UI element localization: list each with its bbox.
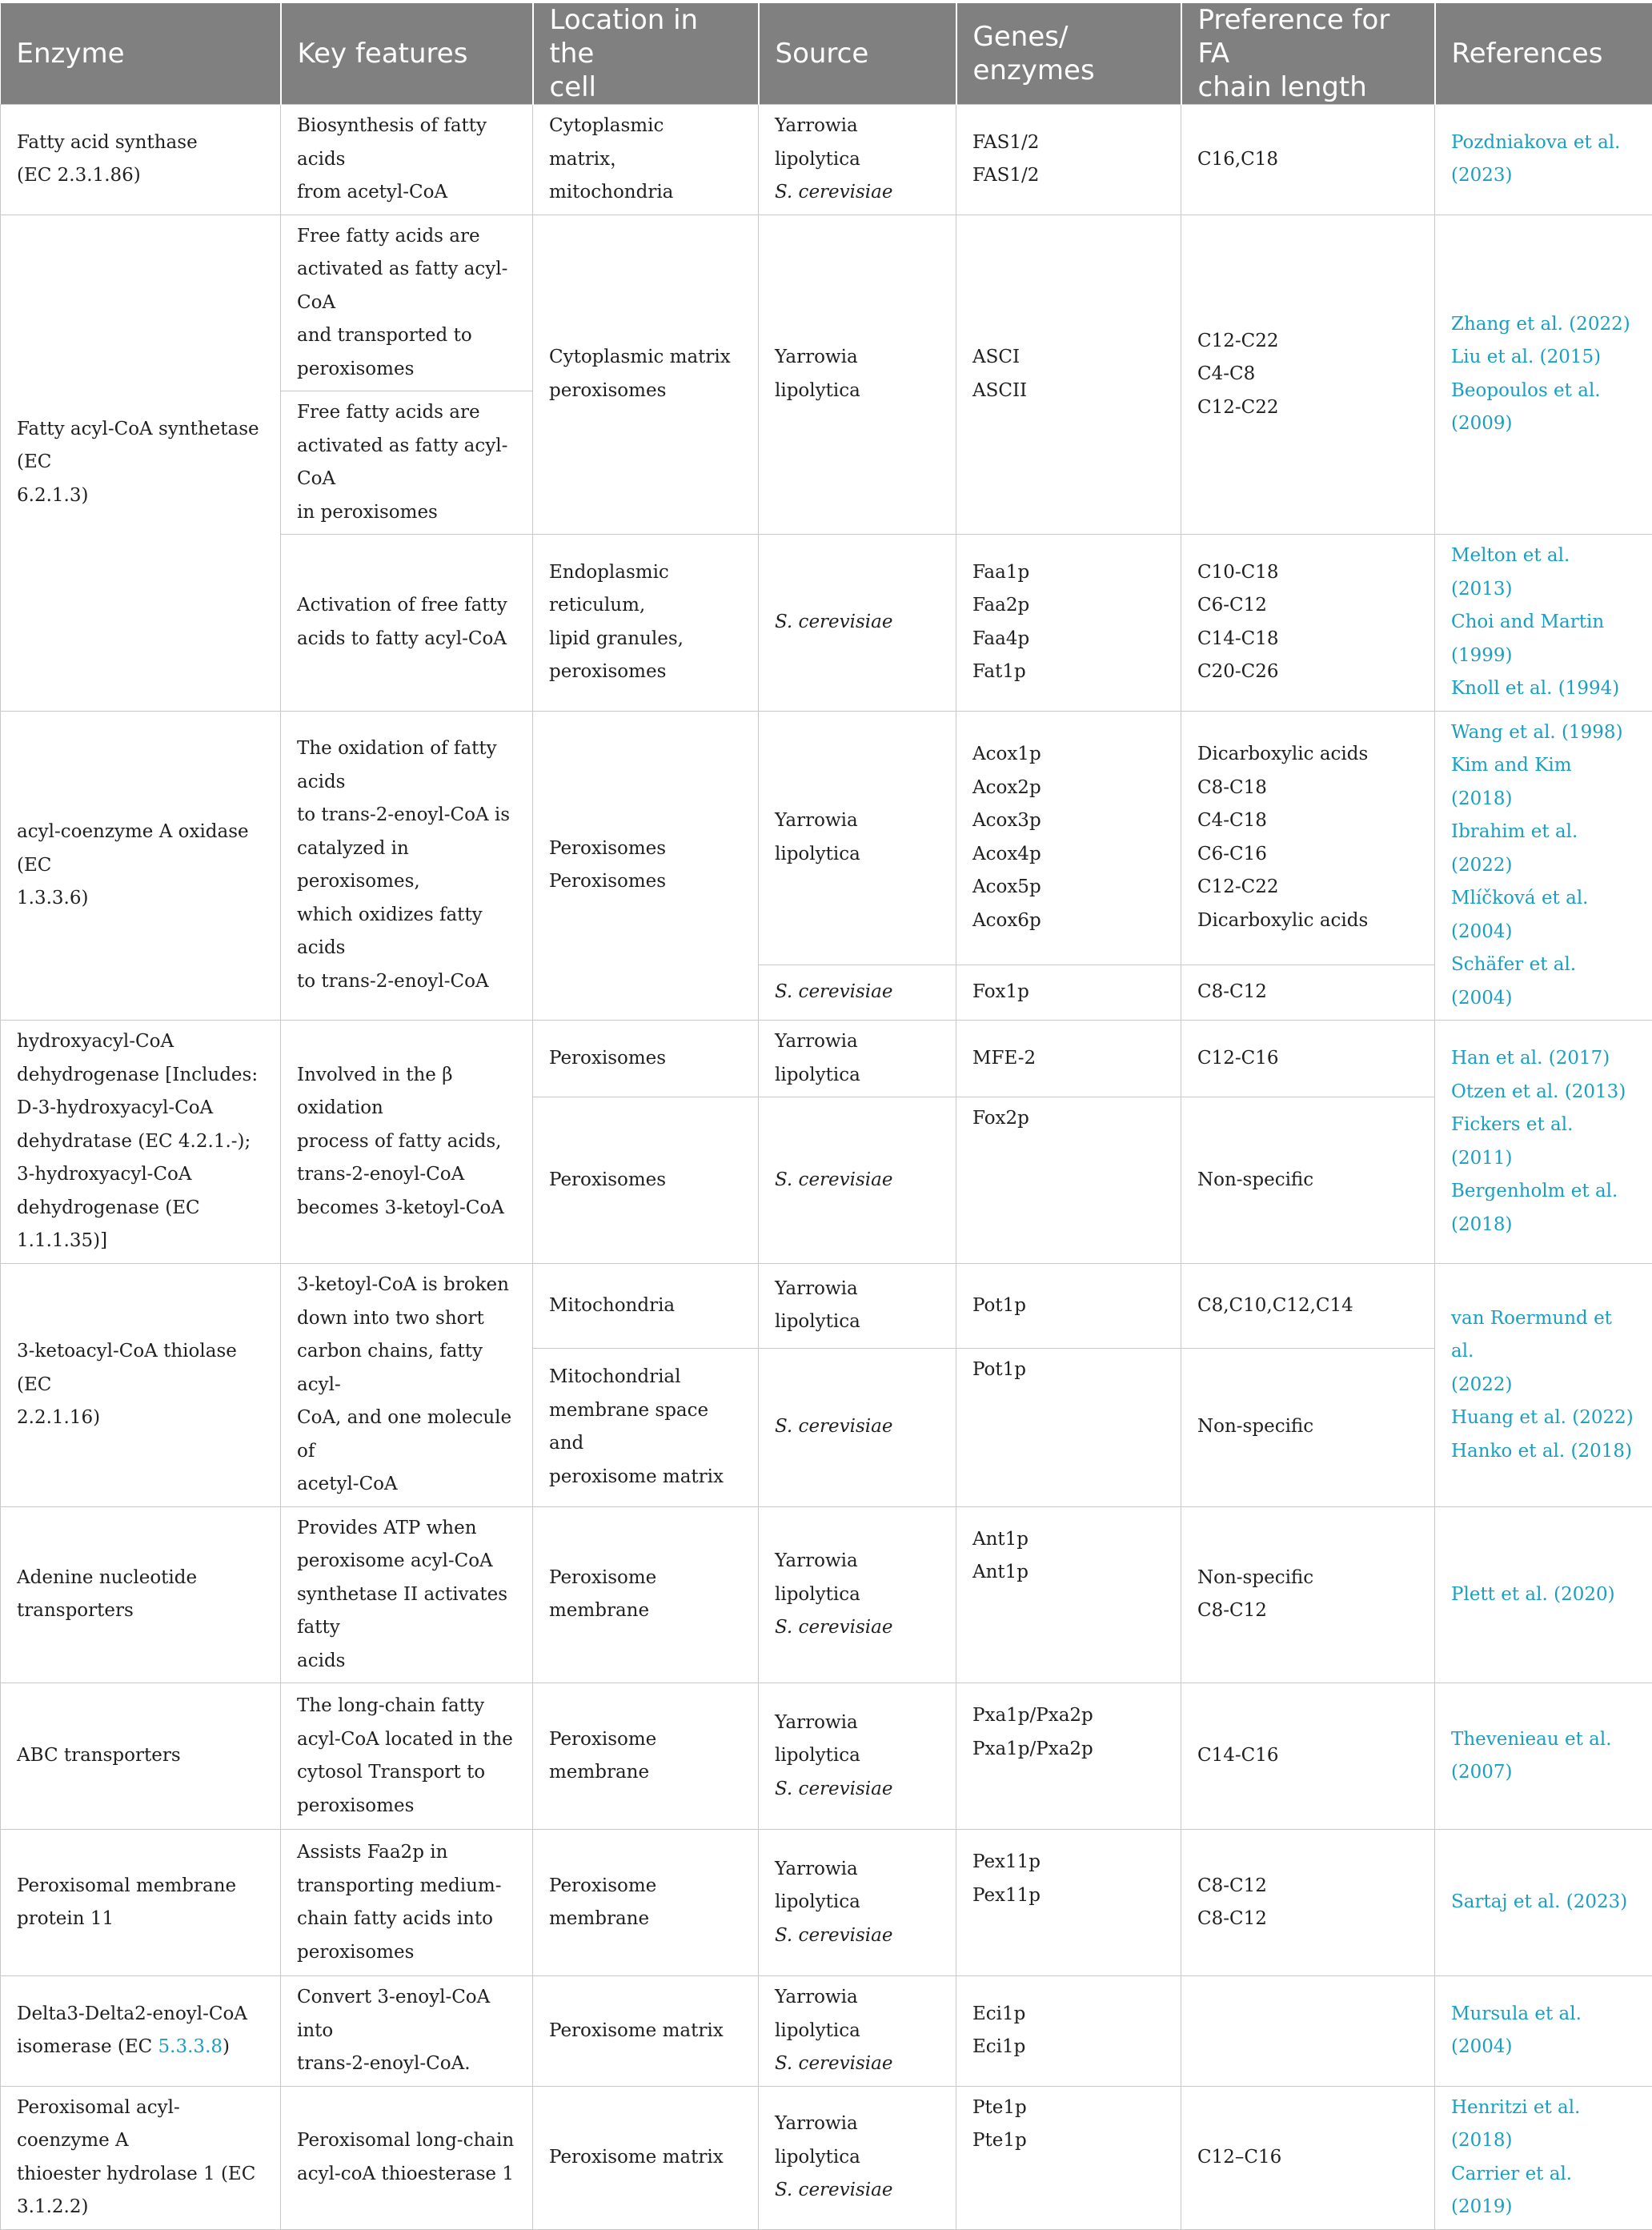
cell-genes: Fox1p [956,965,1181,1021]
cell-references [1435,215,1652,535]
cell-references [1435,1976,1652,2087]
reference-link[interactable]: Pozdniakova et al. [1451,126,1636,160]
reference-link[interactable]: (2022) [1451,1369,1636,1402]
cell-enzyme: Peroxisomal acyl-coenzyme A thioester hydrolase 1 (EC 3.1.2.2) [1,2086,281,2229]
cell-enzyme: Fatty acyl-CoA synthetase (EC 6.2.1.3) [1,215,281,711]
table-row [1,711,1652,965]
source-yarrowia: Yarrowia lipolytica [775,2108,940,2174]
reference-link[interactable]: Thevenieau et al. [1451,1723,1636,1757]
reference-link[interactable]: Schäfer et al. (2004) [1451,949,1636,1015]
cell-features: Activation of free fatty acids to fatty acyl-CoA [281,535,533,712]
source-yarrowia: Yarrowia lipolytica [775,110,940,176]
reference-link[interactable]: Plett et al. (2020) [1451,1578,1636,1612]
source-cerevisiae: S. cerevisiae [775,1919,940,1953]
cell-location: Peroxisome membrane [533,1506,759,1683]
reference-link[interactable]: Ibrahim et al. (2022) [1451,816,1636,882]
cell-chain: C12-C22 C4-C8 C12-C22 [1181,215,1435,535]
cell-enzyme: hydroxyacyl-CoA dehydrogenase [Includes: D-3-hydroxyacyl-CoA dehydratase (EC 4.2.1.-); 3-hydroxyacyl-CoA dehydrogenase (EC 1.1.1.35)] [1,1021,281,1264]
cell-references [1435,2086,1652,2229]
reference-link[interactable]: Kim and Kim (2018) [1451,749,1636,816]
cell-source: Yarrowia lipolytica [759,711,956,965]
cell-chain: C8-C12 C8-C12 [1181,1830,1435,1976]
cell-location: Cytoplasmic matrix peroxisomes [533,215,759,535]
reference-link[interactable]: Otzen et al. (2013) [1451,1076,1636,1109]
reference-link[interactable]: Beopoulos et al. (2009) [1451,375,1636,441]
reference-link[interactable]: Hanko et al. (2018) [1451,1435,1636,1469]
cell-genes: Acox1p Acox2p Acox3p Acox4p Acox5p Acox6p [956,711,1181,965]
table-row [1,1506,1652,1683]
cell-features: Free fatty acids are activated as fatty acyl-CoA and transported to peroxisomes [281,215,533,391]
cell-source [759,1830,956,1976]
cell-location: Peroxisome matrix [533,1976,759,2087]
source-cerevisiae: S. cerevisiae [775,1773,940,1807]
cell-chain: Non-specific C8-C12 [1181,1506,1435,1683]
ec-number-link[interactable]: 5.3.3.8 [158,2036,223,2057]
cell-enzyme: ABC transporters [1,1683,281,1830]
table-row [1,1830,1652,1976]
cell-source [759,2086,956,2229]
cell-chain: Non-specific [1181,1097,1435,1264]
reference-link[interactable]: (2018) [1451,1209,1636,1242]
header-location: Location in the cell [533,3,759,105]
cell-enzyme: acyl-coenzyme A oxidase (EC 1.3.3.6) [1,711,281,1021]
cell-location: Endoplasmic reticulum, lipid granules, peroxisomes [533,535,759,712]
reference-link[interactable]: van Roermund et al. [1451,1302,1636,1369]
cell-location: Peroxisomes [533,1021,759,1097]
cell-source: Yarrowia lipolytica [759,1264,956,1349]
source-yarrowia: Yarrowia lipolytica [775,1545,940,1611]
cell-references [1435,535,1652,712]
cell-enzyme [1,1976,281,2087]
cell-features: Biosynthesis of fatty acids from acetyl-CoA [281,105,533,215]
reference-link[interactable]: Henritzi et al. (2018) [1451,2092,1636,2158]
cell-genes: Fox2p [956,1097,1181,1264]
cell-source [759,1976,956,2087]
reference-link[interactable]: Zhang et al. (2022) [1451,308,1636,342]
cell-source [759,105,956,215]
cell-references [1435,1021,1652,1264]
reference-link[interactable]: Melton et al. (2013) [1451,539,1636,606]
header-enzyme: Enzyme [1,3,281,105]
cell-references [1435,1830,1652,1976]
table-row [1,1683,1652,1830]
cell-location: Cytoplasmic matrix，mitochondria [533,105,759,215]
header-chain-length: Preference for FA chain length [1181,3,1435,105]
source-cerevisiae: S. cerevisiae [775,2048,940,2081]
reference-link[interactable]: Wang et al. (1998) [1451,716,1636,750]
cell-source: Yarrowia lipolytica [759,1021,956,1097]
cell-chain [1181,1976,1435,2087]
cell-features: Convert 3-enoyl-CoA into trans-2-enoyl-CoA. [281,1976,533,2087]
cell-references [1435,1683,1652,1830]
cell-source: S. cerevisiae [759,1348,956,1506]
cell-enzyme: Peroxisomal membrane protein 11 [1,1830,281,1976]
enzyme-name: Delta3-Delta2-enoyl-CoA isomerase (EC [17,2003,247,2058]
table-row [1,2086,1652,2229]
cell-chain: C14-C16 [1181,1683,1435,1830]
cell-location: Peroxisomes [533,1097,759,1264]
table-row [1,215,1652,391]
cell-location: Peroxisome membrane [533,1830,759,1976]
reference-link[interactable]: Mlíčková et al. (2004) [1451,882,1636,949]
cell-chain: Dicarboxylic acids C8-C18 C4-C18 C6-C16 C12-C22 Dicarboxylic acids [1181,711,1435,965]
header-genes: Genes/ enzymes [956,3,1181,105]
header-references: References [1435,3,1652,105]
cell-features: Free fatty acids are activated as fatty acyl-CoA in peroxisomes [281,391,533,535]
cell-genes: ASCI ASCII [956,215,1181,535]
header-key-features: Key features [281,3,533,105]
cell-source [759,1506,956,1683]
table-row [1,1264,1652,1349]
cell-references [1435,711,1652,1021]
source-cerevisiae: S. cerevisiae [775,176,940,210]
cell-genes: Eci1p Eci1p [956,1976,1181,2087]
reference-link[interactable]: Carrier et al. (2019) [1451,2158,1636,2224]
cell-source: S. cerevisiae [759,965,956,1021]
cell-genes: Pxa1p/Pxa2p Pxa1p/Pxa2p [956,1683,1181,1830]
cell-chain: C12–C16 [1181,2086,1435,2229]
reference-link[interactable]: Knoll et al. (1994) [1451,672,1636,706]
reference-link[interactable]: (2007) [1451,1756,1636,1790]
cell-location: Mitochondria [533,1264,759,1349]
cell-references [1435,105,1652,215]
reference-link[interactable]: Mursula et al. (2004) [1451,1998,1636,2064]
cell-references [1435,1506,1652,1683]
reference-link[interactable]: Sartaj et al. (2023) [1451,1886,1636,1919]
cell-genes: FAS1/2 FAS1/2 [956,105,1181,215]
cell-features: 3-ketoyl-CoA is broken down into two short carbon chains, fatty acyl- CoA, and one molecule of acetyl-CoA [281,1264,533,1507]
cell-chain: C8-C12 [1181,965,1435,1021]
reference-link[interactable]: (2023) [1451,159,1636,193]
table-row [1,105,1652,215]
cell-references [1435,1264,1652,1507]
enzyme-name-end: ) [223,2036,230,2057]
cell-genes: Pot1p [956,1348,1181,1506]
cell-features: Peroxisomal long-chain acyl-coA thioesterase 1 [281,2086,533,2229]
table-row [1,1021,1652,1097]
table-row [1,1976,1652,2087]
header-row [1,3,1652,105]
cell-chain: C10-C18 C6-C12 C14-C18 C20-C26 [1181,535,1435,712]
cell-features: The oxidation of fatty acids to trans-2-enoyl-CoA is catalyzed in peroxisomes, which oxidizes fatty acids to trans-2-enoyl-CoA [281,711,533,1021]
cell-enzyme: Adenine nucleotide transporters [1,1506,281,1683]
reference-link[interactable]: Huang et al. (2022) [1451,1402,1636,1435]
reference-link[interactable]: (1999) [1451,640,1636,673]
cell-chain: Non-specific [1181,1348,1435,1506]
header-source: Source [759,3,956,105]
cell-features: The long-chain fatty acyl-CoA located in the cytosol Transport to peroxisomes [281,1683,533,1830]
enzyme-table [0,3,1652,2230]
cell-source: Yarrowia lipolytica [759,215,956,535]
source-yarrowia: Yarrowia lipolytica [775,1853,940,1919]
cell-genes: Faa1p Faa2p Faa4p Fat1p [956,535,1181,712]
reference-link[interactable]: Choi and Martin [1451,606,1636,640]
reference-link[interactable]: Liu et al. (2015) [1451,341,1636,375]
reference-link[interactable]: Bergenholm et al. [1451,1175,1636,1209]
cell-chain: C8,C10,C12,C14 [1181,1264,1435,1349]
cell-genes: MFE-2 [956,1021,1181,1097]
cell-source [759,1683,956,1830]
cell-features: Assists Faa2p in transporting medium- chain fatty acids into peroxisomes [281,1830,533,1976]
cell-source: S. cerevisiae [759,1097,956,1264]
cell-location: Mitochondrial membrane space and peroxisome matrix [533,1348,759,1506]
reference-link[interactable]: Fickers et al. (2011) [1451,1109,1636,1175]
source-cerevisiae: S. cerevisiae [775,1611,940,1645]
source-yarrowia: Yarrowia lipolytica [775,1981,940,2048]
cell-genes: Ant1p Ant1p [956,1506,1181,1683]
cell-source: S. cerevisiae [759,535,956,712]
cell-genes: Pex11p Pex11p [956,1830,1181,1976]
cell-location: Peroxisomes Peroxisomes [533,711,759,1021]
cell-genes: Pte1p Pte1p [956,2086,1181,2229]
cell-location: Peroxisome matrix [533,2086,759,2229]
cell-enzyme: Fatty acid synthase (EC 2.3.1.86) [1,105,281,215]
cell-features: Involved in the β oxidation process of fatty acids, trans-2-enoyl-CoA becomes 3-ketoyl-CoA [281,1021,533,1264]
cell-chain: C12-C16 [1181,1021,1435,1097]
cell-genes: Pot1p [956,1264,1181,1349]
cell-features: Provides ATP when peroxisome acyl-CoA synthetase II activates fatty acids [281,1506,533,1683]
reference-link[interactable]: Han et al. (2017) [1451,1042,1636,1076]
cell-chain: C16,C18 [1181,105,1435,215]
source-cerevisiae: S. cerevisiae [775,2174,940,2208]
source-yarrowia: Yarrowia lipolytica [775,1707,940,1773]
cell-enzyme: 3-ketoacyl-CoA thiolase (EC 2.2.1.16) [1,1264,281,1507]
cell-location: Peroxisome membrane [533,1683,759,1830]
